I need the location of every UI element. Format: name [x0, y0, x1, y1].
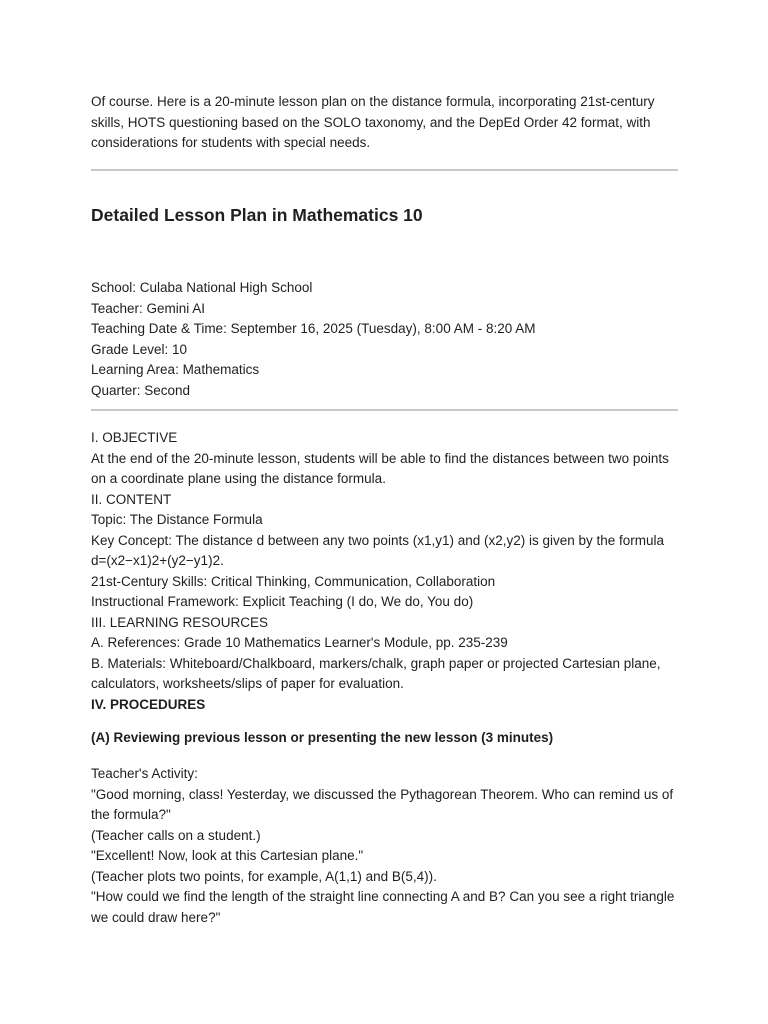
- teacher-line: "Excellent! Now, look at this Cartesian plane.": [91, 848, 364, 863]
- info-school: School: Culaba National High School: [91, 280, 313, 295]
- document-title: Detailed Lesson Plan in Mathematics 10: [91, 205, 423, 225]
- divider: [91, 169, 678, 171]
- section-a-heading: (A) Reviewing previous lesson or presenting the new lesson (3 minutes): [91, 730, 554, 745]
- content-skills: 21st-Century Skills: Critical Thinking, Communication, Collaboration: [91, 573, 496, 589]
- info-quarter: Quarter: Second: [91, 382, 191, 398]
- divider: [91, 409, 678, 411]
- objective-heading: I. OBJECTIVE: [91, 430, 178, 445]
- info-datetime: Teaching Date & Time: September 16, 2025 (Tuesday), 8:00 AM - 8:20 AM: [91, 321, 536, 336]
- lesson-body: [91, 428, 681, 715]
- activity-label: Teacher's Activity:: [91, 766, 198, 781]
- resources-materials: B. Materials: Whiteboard/Chalkboard, markers/chalk, graph paper or projected Cartesian plane, calculators, worksheets/slips of paper for evaluation.: [91, 655, 661, 691]
- teacher-line: "How could we find the length of the straight line connecting A and B? Can you see a right triangle we could draw here?": [91, 889, 675, 925]
- teacher-line: (Teacher calls on a student.): [91, 827, 261, 843]
- teacher-line: "Good morning, class! Yesterday, we discussed the Pythagorean Theorem. Who can remind us of the formula?": [91, 786, 674, 822]
- teacher-line: (Teacher plots two points, for example, A(1,1) and B(5,4)).: [91, 868, 437, 884]
- intro-paragraph: Of course. Here is a 20-minute lesson plan on the distance formula, incorporating 21st-century skills, HOTS questioning based on the SOLO taxonomy, and the DepEd Order 42 format, with considerations for students with special needs.: [91, 94, 655, 150]
- resources-heading: III. LEARNING RESOURCES: [91, 614, 269, 630]
- resources-references: A. References: Grade 10 Mathematics Learner's Module, pp. 235-239: [91, 635, 508, 650]
- info-area: Learning Area: Mathematics: [91, 362, 260, 377]
- content-heading: II. CONTENT: [91, 491, 172, 507]
- procedures-heading: IV. PROCEDURES: [91, 696, 206, 712]
- info-teacher: Teacher: Gemini AI: [91, 300, 206, 316]
- info-grade: Grade Level: 10: [91, 341, 188, 357]
- objective-text: At the end of the 20-minute lesson, students will be able to find the distances between two points on a coordinate plane using the distance formula.: [91, 450, 669, 486]
- content-topic: Topic: The Distance Formula: [91, 512, 263, 527]
- section-a-body: [91, 764, 681, 928]
- content-key-concept: Key Concept: The distance d between any two points (x1,y1) and (x2,y2) is given by the formula d=(x2−x1)2+(y2−y1)2.: [91, 532, 665, 568]
- lesson-info: [91, 278, 681, 401]
- content-framework: Instructional Framework: Explicit Teaching (I do, We do, You do): [91, 594, 474, 609]
